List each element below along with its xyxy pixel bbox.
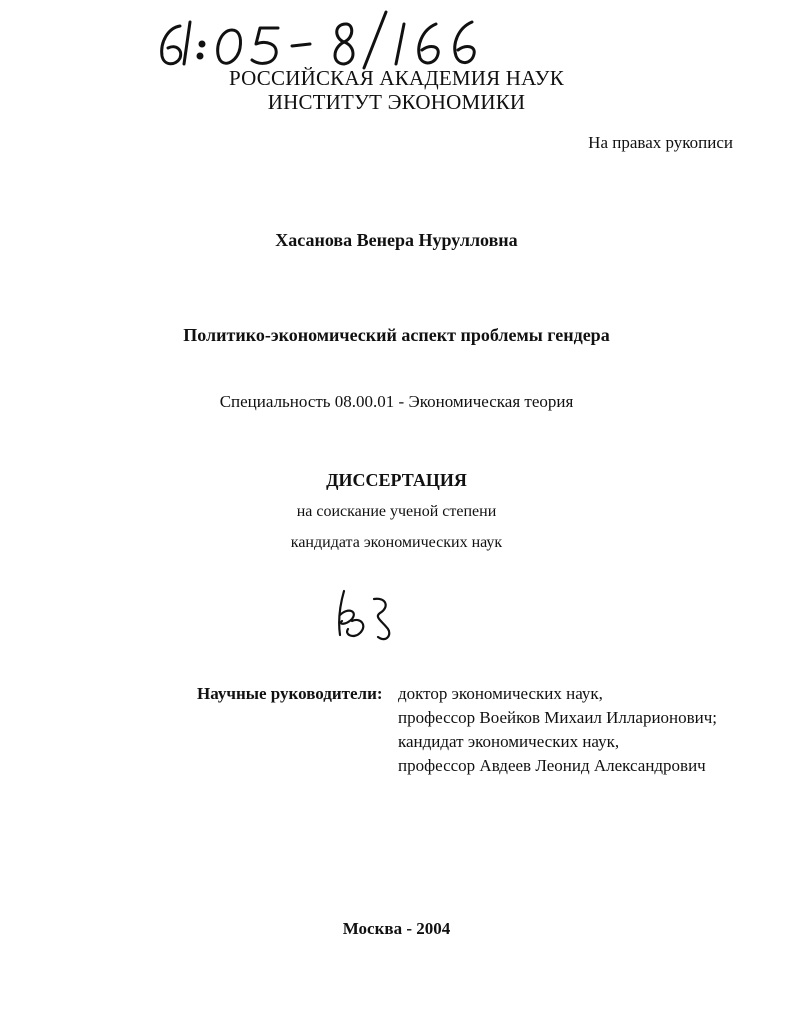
degree-purpose-line1: на соискание ученой степени — [296, 503, 497, 520]
specialty: Специальность 08.00.01 - Экономическая теория — [219, 392, 574, 411]
advisor-line: кандидат экономических наук, — [398, 732, 620, 751]
advisors-label: Научные руководители: — [197, 684, 383, 703]
advisor-line: профессор Авдеев Леонид Александрович — [398, 756, 706, 775]
advisor-line: профессор Воейков Михаил Илларионович; — [398, 708, 718, 727]
degree-purpose-line2: кандидата экономических наук — [290, 534, 503, 551]
rights-note: На правах рукописи — [588, 133, 733, 152]
document-type: ДИССЕРТАЦИЯ — [326, 470, 467, 490]
handwritten-archive-code — [150, 8, 490, 72]
signature — [330, 585, 400, 645]
institute-name: ИНСТИТУТ ЭКОНОМИКИ — [267, 90, 526, 114]
author-name: Хасанова Венера Нурулловна — [275, 230, 518, 250]
advisor-line: доктор экономических наук, — [398, 684, 603, 703]
city-year: Москва - 2004 — [342, 919, 451, 938]
organization-name: РОССИЙСКАЯ АКАДЕМИЯ НАУК — [229, 66, 564, 90]
dissertation-title: Политико-экономический аспект проблемы гендера — [183, 325, 610, 345]
